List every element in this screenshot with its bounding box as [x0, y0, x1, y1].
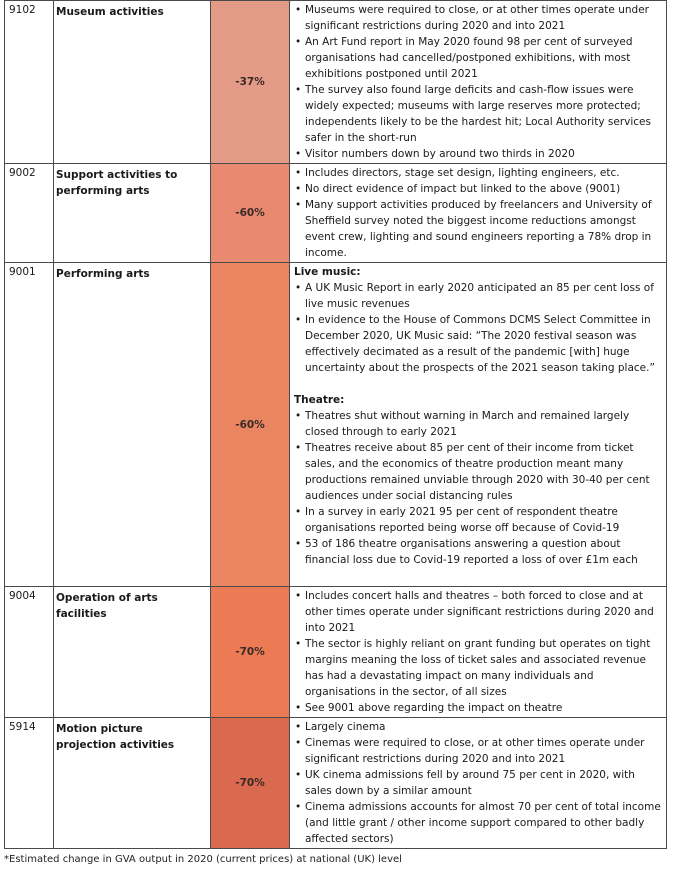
sic-code: 9102 — [5, 1, 54, 164]
list-item: • Includes concert halls and theatres – both forced to close and at other times operate under significant restrictions during 2020 and into 2021 — [294, 588, 663, 636]
gva-change: -60% — [211, 164, 290, 263]
theatre-heading: Theatre: — [294, 394, 345, 406]
section-spacer — [294, 376, 663, 392]
sic-code: 5914 — [5, 718, 54, 849]
evidence-notes — [290, 263, 667, 587]
sector-name: Motion picture projection activities — [54, 718, 211, 849]
gva-change: -70% — [211, 718, 290, 849]
live-music-heading: Live music: — [294, 266, 361, 278]
bullet-list — [294, 280, 663, 376]
evidence-notes — [290, 718, 667, 849]
evidence-notes — [290, 587, 667, 718]
list-item: • The survey also found large deficits and cash-flow issues were widely expected; museums with large reserves more protected; independents likely to be the hardest hit; Local Authority services safer in the short-run — [294, 82, 663, 146]
list-item: • Museums were required to close, or at other times operate under significant restrictions during 2020 and into 2021 — [294, 2, 663, 34]
evidence-notes — [290, 1, 667, 164]
sector-impact-table — [4, 0, 667, 849]
sector-name: Support activities to performing arts — [54, 164, 211, 263]
list-item: • Many support activities produced by freelancers and University of Sheffield survey noted the biggest income reductions amongst event crew, lighting and sound engineers reporting a 78% drop in income. — [294, 197, 663, 261]
bullet-list — [294, 2, 663, 162]
gva-change: -60% — [211, 263, 290, 587]
list-item: • In a survey in early 2021 95 per cent of respondent theatre organisations reported being worse off because of Covid-19 — [294, 504, 663, 536]
list-item: • Largely cinema — [294, 719, 663, 735]
list-item: • See 9001 above regarding the impact on theatre — [294, 700, 663, 716]
list-item: • 53 of 186 theatre organisations answering a question about financial loss due to Covid-19 reported a loss of over £1m each — [294, 536, 663, 568]
list-item: • Includes directors, stage set design, lighting engineers, etc. — [294, 165, 663, 181]
list-item: • UK cinema admissions fell by around 75 per cent in 2020, with sales down by a similar amount — [294, 767, 663, 799]
list-item: • In evidence to the House of Commons DCMS Select Committee in December 2020, UK Music said: “The 2020 festival season was effectively decimated as a result of the pandemic [with] huge uncertainty about the prospects of the 2021 season taking place.” — [294, 312, 663, 376]
sic-code: 9001 — [5, 263, 54, 587]
table-row — [5, 1, 667, 164]
list-item: • No direct evidence of impact but linked to the above (9001) — [294, 181, 663, 197]
bullet-list — [294, 408, 663, 568]
sector-name: Museum activities — [54, 1, 211, 164]
sic-code: 9002 — [5, 164, 54, 263]
sic-code: 9004 — [5, 587, 54, 718]
bullet-list — [294, 165, 663, 261]
footnote: *Estimated change in GVA output in 2020 (current prices) at national (UK) level — [4, 854, 402, 865]
bullet-list — [294, 719, 663, 847]
list-item: • A UK Music Report in early 2020 anticipated an 85 per cent loss of live music revenues — [294, 280, 663, 312]
sector-name: Performing arts — [54, 263, 211, 587]
table-row — [5, 587, 667, 718]
table-row — [5, 718, 667, 849]
list-item: • Cinema admissions accounts for almost 70 per cent of total income (and little grant / other income support compared to other badly affected sectors) — [294, 799, 663, 847]
bullet-list — [294, 588, 663, 716]
evidence-notes — [290, 164, 667, 263]
gva-change: -70% — [211, 587, 290, 718]
gva-change: -37% — [211, 1, 290, 164]
table-row — [5, 263, 667, 587]
table-row — [5, 164, 667, 263]
list-item: • Theatres shut without warning in March and remained largely closed through to early 2021 — [294, 408, 663, 440]
sector-name: Operation of arts facilities — [54, 587, 211, 718]
list-item: • Theatres receive about 85 per cent of their income from ticket sales, and the economics of theatre production meant many productions remained unviable through 2020 with 30-40 per cent audiences under social distancing rules — [294, 440, 663, 504]
list-item: • The sector is highly reliant on grant funding but operates on tight margins meaning the loss of ticket sales and associated revenue has had a devastating impact on many individuals and organisations in the sector, of all sizes — [294, 636, 663, 700]
list-item: • An Art Fund report in May 2020 found 98 per cent of surveyed organisations had cancelled/postponed exhibitions, with most exhibitions postponed until 2021 — [294, 34, 663, 82]
list-item: • Visitor numbers down by around two thirds in 2020 — [294, 146, 663, 162]
list-item: • Cinemas were required to close, or at other times operate under significant restrictions during 2020 and into 2021 — [294, 735, 663, 767]
